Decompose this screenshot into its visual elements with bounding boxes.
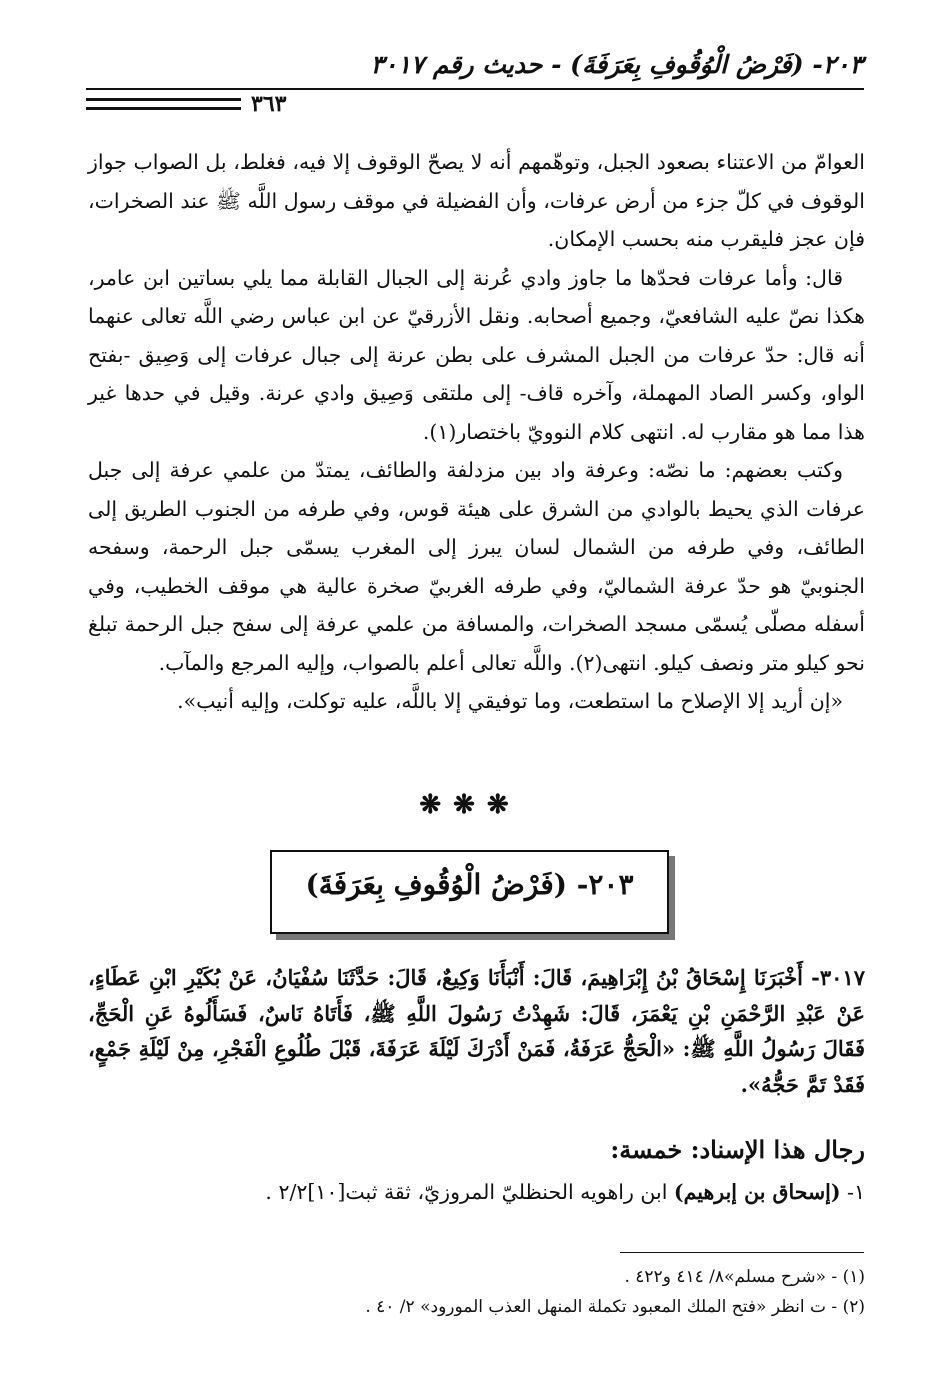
header-rule xyxy=(86,88,864,90)
narrators-heading: رجال هذا الإسناد: خمسة: xyxy=(610,1135,865,1164)
paragraph: «إن أريد إلا الإصلاح ما استطعت، وما توفيقي إلا باللَّه، عليه توكلت، وإليه أنيب». xyxy=(177,689,843,713)
section-separator: ❋❋❋ xyxy=(419,790,521,820)
narrator-item xyxy=(120,1180,865,1204)
paragraph: وكتب بعضهم: ما نصّه: وعرفة واد بين مزدلفة والطائف، يمتدّ من علمي عرفة إلى جبل عرفات الذي يحيط بالوادي من الشرق على هيئة قوس، وفي طرفه من الجنوب الطريق إلى الطائف، وفي طرفه من الشمال لسان يبرز إلى المغرب يسمّى جبل الرحمة، وسفحه الجنوبيّ هو حدّ عرفة الشماليّ، وفي طرفه الغربيّ صخرة عالية هي موقف الخطيب، وفي أسفله مصلّى يُسمّى مسجد الصخرات، والمسافة من علمي عرفة إلى سفح جبل الرحمة تبلغ نحو كيلو متر ونصف كيلو. انتهى(٢). واللَّه تعالى أعلم بالصواب، وإليه المرجع والمآب. xyxy=(88,458,865,675)
paragraph: قال: وأما عرفات فحدّها ما جاوز وادي عُرنة إلى الجبال القابلة مما يلي بساتين ابن عامر، هكذا نصّ عليه الشافعيّ، وجميع أصحابه. ونقل الأزرقيّ عن ابن عباس رضي اللَّه تعالى عنهما أنه قال: حدّ عرفات من الجبل المشرف على بطن عرنة إلى جبال عرفات إلى وَصِيق -بفتح الواو، وكسر الصاد المهملة، وآخره قاف- إلى ملتقى وَصِيق وادي عرنة. وقيل في حدها غير هذا مما هو مقارب له. انتهى كلام النوويّ باختصار(١). xyxy=(88,265,865,444)
footnote-rule xyxy=(620,1252,864,1253)
chapter-title: ٢٠٣- (فَرْضُ الْوُقُوفِ بِعَرَفَةَ) xyxy=(305,868,634,901)
narrator-number: ١- xyxy=(847,1180,865,1204)
running-header-title: ٢٠٣- (فَرْضُ الْوُقُوفِ بِعَرَفَةَ) - حديث رقم ٣٠١٧ xyxy=(370,50,863,79)
double-rule-top xyxy=(86,98,241,101)
paragraph: العوامّ من الاعتناء بصعود الجبل، وتوهّمهم أنه لا يصحّ الوقوف إلا فيه، فغلط، بل الصواب جواز الوقوف في كلّ جزء من أرض عرفات، وأن الفضيلة في موقف رسول اللَّه ﷺ عند الصخرات، فإن عجز فليقرب منه بحسب الإمكان. xyxy=(88,150,865,251)
hadith-text: ٣٠١٧- أَخْبَرَنَا إِسْحَاقُ بْنُ إِبْرَاهِيمَ، قَالَ: أَنْبَأَنَا وَكِيعٌ، قَالَ: حَدَّثَنَا سُفْيَانُ، عَنْ بُكَيْرِ ابْنِ عَطَاءٍ، عَنْ عَبْدِ الرَّحْمَنِ بْنِ يَعْمَرَ، قَالَ: شَهِدْتُ رَسُولَ اللَّهِ ﷺ، فَأَتَاهُ نَاسٌ، فَسَأَلُوهُ عَنِ الْحَجِّ، فَقَالَ رَسُولُ اللَّهِ ﷺ: «الْحَجُّ عَرَفَةُ، فَمَنْ أَدْرَكَ لَيْلَةَ عَرَفَةَ، قَبْلَ طُلُوعِ الْفَجْرِ، مِنْ لَيْلَةِ جَمْعٍ، فَقَدْ تَمَّ حَجُّهُ». xyxy=(88,965,865,1097)
page-number-area xyxy=(86,91,326,117)
footnote: (٢) - ت انظر «فتح الملك المعبود تكملة المنهل العذب المورود» ٢/ ٤٠ . xyxy=(365,1297,865,1317)
narrator-description: ابن راهويه الحنظليّ المروزيّ، ثقة ثبت[١٠]٢/٢ . xyxy=(265,1180,668,1204)
footnote: (١) - «شرح مسلم»٨/ ٤١٤ و٤٢٢ . xyxy=(624,1267,865,1287)
chapter-title-box xyxy=(270,850,669,934)
narrator-name: (إسحاق بن إبرهيم) xyxy=(673,1180,841,1204)
commentary-text xyxy=(88,143,865,721)
page-number: ٣٦٣ xyxy=(251,91,287,117)
footnotes xyxy=(250,1262,865,1322)
double-rule-bottom xyxy=(86,107,241,110)
